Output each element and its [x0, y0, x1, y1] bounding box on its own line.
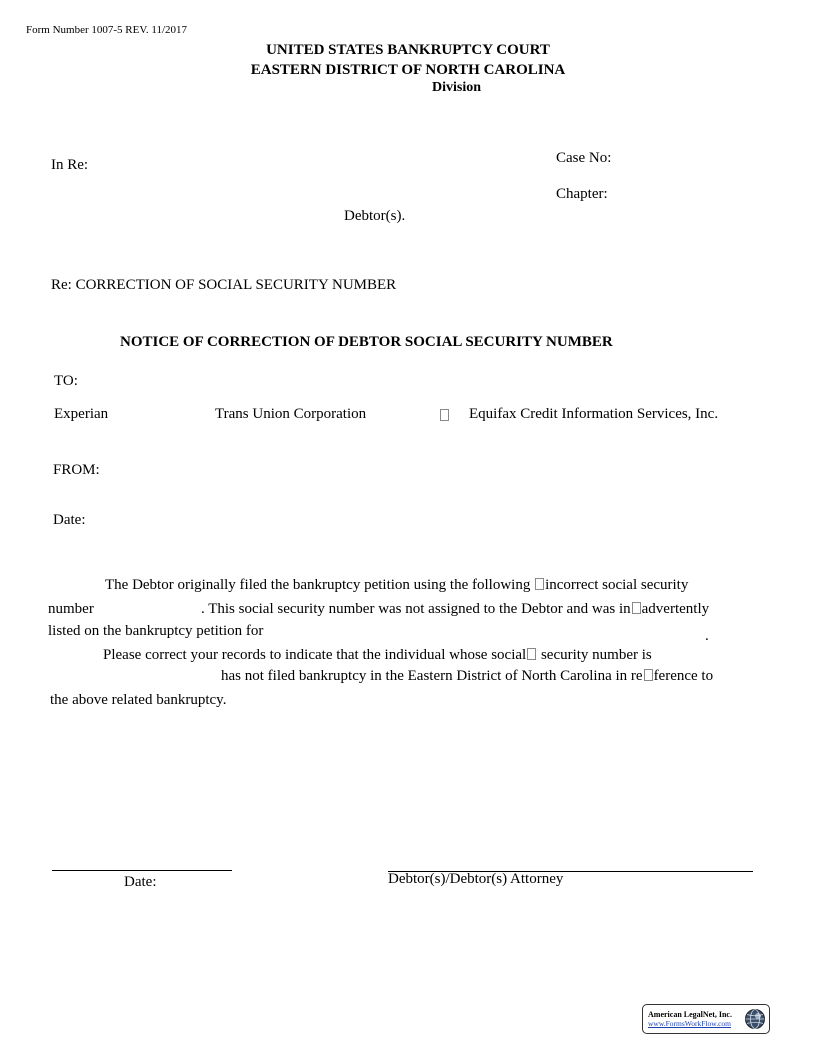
body-text: Please correct your records to indicate that the individual whose social [103, 647, 527, 663]
body-line-6: the above related bankruptcy. [50, 692, 227, 708]
recipient-experian: Experian [54, 406, 109, 422]
re-line: Re: CORRECTION OF SOCIAL SECURITY NUMBER [51, 277, 397, 293]
body-text: incorrect social security [545, 577, 689, 593]
body-line-3: listed on the bankruptcy petition for [48, 623, 264, 639]
signature-date-label: Date: [124, 874, 157, 890]
court-name: UNITED STATES BANKRUPTCY COURT [266, 42, 550, 58]
recipient-trans-union: Trans Union Corporation [215, 406, 367, 422]
case-no-label: Case No: [556, 150, 612, 166]
body-text: . This social security number was not assigned to the Debtor and was in [201, 601, 631, 617]
date-label: Date: [53, 512, 86, 528]
attorney-label: Debtor(s)/Debtor(s) Attorney [388, 871, 564, 887]
in-re-label: In Re: [51, 157, 89, 173]
division-label: Division [432, 80, 482, 95]
body-line-5 [221, 668, 713, 685]
american-legalnet-logo[interactable] [642, 1004, 770, 1034]
checkbox-glyph [440, 409, 449, 421]
district-name: EASTERN DISTRICT OF NORTH CAROLINA [250, 62, 566, 78]
recipient-equifax: Equifax Credit Information Services, Inc. [469, 406, 719, 422]
to-label: TO: [54, 373, 78, 389]
logo-url[interactable]: www.FormsWorkFlow.com [648, 1019, 732, 1028]
body-line-2a: number [48, 601, 94, 617]
form-number: Form Number 1007-5 REV. 11/2017 [26, 24, 188, 36]
glyph-box [535, 578, 544, 590]
globe-icon [744, 1008, 766, 1030]
date-signature-line [52, 870, 232, 871]
logo-name: American LegalNet, Inc. [648, 1010, 732, 1019]
notice-title: NOTICE OF CORRECTION OF DEBTOR SOCIAL SECURITY NUMBER [120, 334, 613, 350]
body-line-1 [105, 577, 688, 594]
from-label: FROM: [53, 462, 100, 478]
body-text: advertently [641, 601, 710, 617]
glyph-box [527, 648, 536, 660]
body-line-2 [201, 601, 709, 618]
glyph-box [644, 669, 653, 681]
body-text: The Debtor originally filed the bankruptcy petition using the following [105, 577, 535, 593]
body-line-4 [103, 647, 652, 664]
body-text: security number is [537, 647, 652, 663]
body-text: ference to [653, 668, 714, 684]
body-line-3-end: . [705, 628, 709, 644]
body-text: has not filed bankruptcy in the Eastern District of North Carolina in re [221, 668, 643, 684]
glyph-box [632, 602, 641, 614]
chapter-label: Chapter: [556, 186, 608, 202]
debtors-label: Debtor(s). [344, 208, 406, 224]
